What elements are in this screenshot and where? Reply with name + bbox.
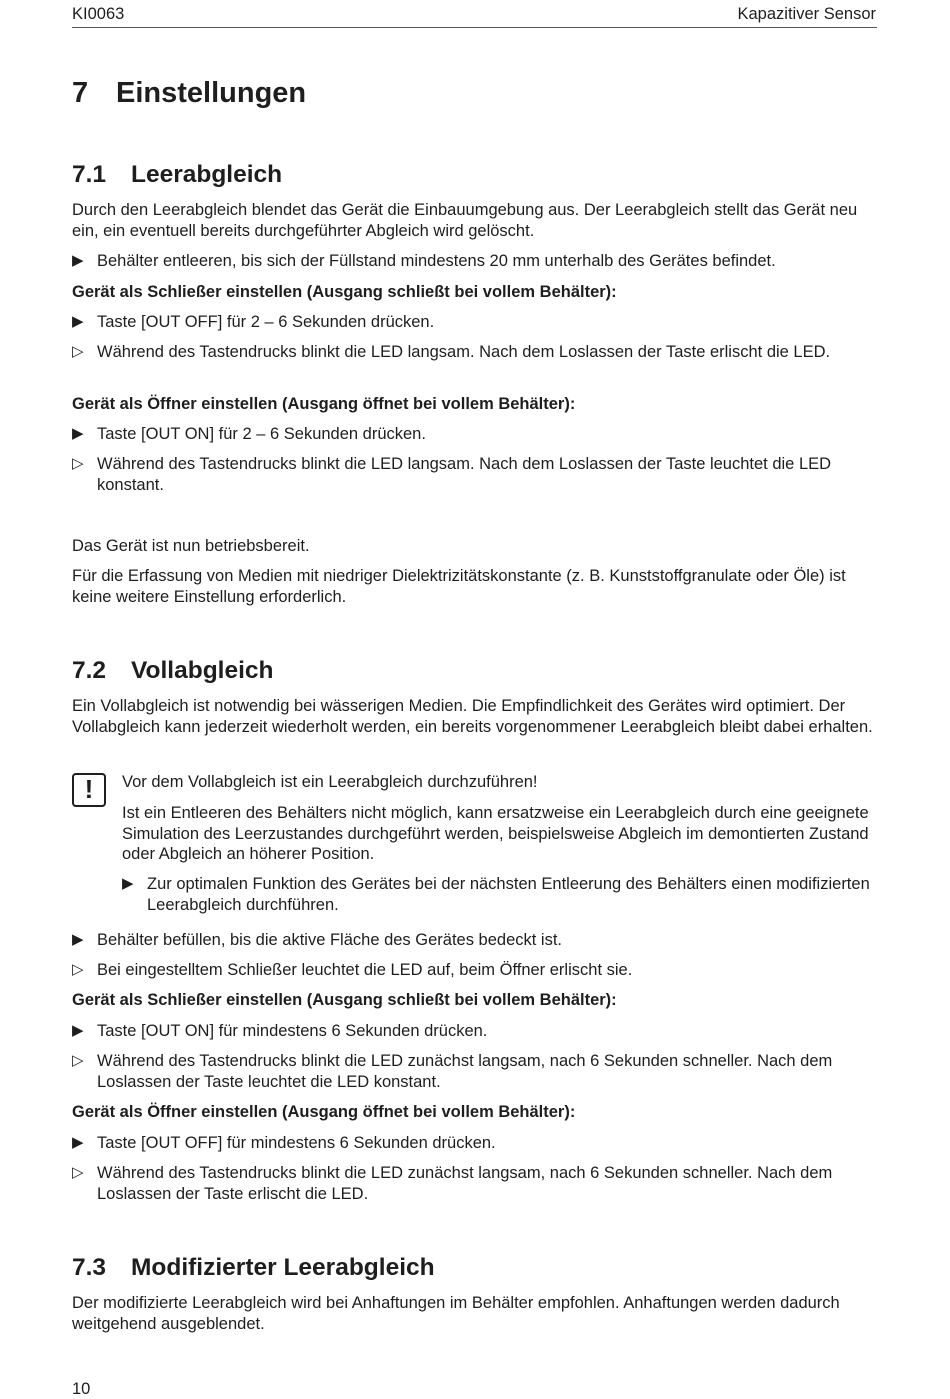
action-arrow-icon: ▶ bbox=[72, 425, 84, 442]
header-rule bbox=[72, 27, 877, 28]
action-arrow-icon: ▶ bbox=[72, 1022, 84, 1039]
action-step bbox=[72, 930, 877, 951]
section-title: Leerabgleich bbox=[131, 161, 283, 188]
action-arrow-icon: ▶ bbox=[72, 313, 84, 330]
notice-title: Vor dem Vollabgleich ist ein Leerabgleich durchzuführen! bbox=[122, 773, 538, 791]
chapter-number: 7 bbox=[72, 77, 89, 109]
result-step bbox=[72, 1051, 877, 1092]
result-step bbox=[72, 454, 877, 495]
section-title: Vollabgleich bbox=[131, 657, 274, 684]
notice-text: Ist ein Entleeren des Behälters nicht möglich, kann ersatzweise ein Leerabgleich durch eine geeignete Simulation des Leerzustandes durchgeführt werden, beispielsweise Abgleich im demontierten Zustand oder Abgleich an höherer Position. bbox=[122, 804, 869, 863]
paragraph: Durch den Leerabgleich blendet das Gerät die Einbauumgebung aus. Der Leerabgleich stellt das Gerät neu ein, ein eventuell bereits durchgeführter Abgleich wird gelöscht. bbox=[72, 201, 858, 240]
section-number: 7.2 bbox=[72, 657, 107, 684]
action-step bbox=[72, 1133, 877, 1154]
subheading: Gerät als Schließer einstellen (Ausgang schließt bei vollem Behälter): bbox=[72, 283, 617, 301]
section-heading-7-1 bbox=[72, 161, 877, 189]
subheading: Gerät als Schließer einstellen (Ausgang schließt bei vollem Behälter): bbox=[72, 991, 617, 1009]
section-number: 7.1 bbox=[72, 161, 107, 188]
section-number: 7.3 bbox=[72, 1254, 107, 1281]
paragraph: Der modifizierte Leerabgleich wird bei Anhaftungen im Behälter empfohlen. Anhaftungen werden dadurch weitgehend ausgeblendet. bbox=[72, 1294, 840, 1333]
result-step bbox=[72, 960, 877, 981]
document-id: KI0063 bbox=[72, 5, 125, 23]
step-text: Taste [OUT OFF] für mindestens 6 Sekunden drücken. bbox=[97, 1134, 496, 1152]
result-arrow-icon: ▷ bbox=[72, 1052, 84, 1069]
paragraph: Ein Vollabgleich ist notwendig bei wässerigen Medien. Die Empfindlichkeit des Gerätes wird optimiert. Der Vollabgleich kann jederzeit wiederholt werden, ein bereits vorgenommener Leerabgleich bleibt dabei erhalten. bbox=[72, 697, 873, 736]
section-heading-7-2 bbox=[72, 657, 877, 685]
result-arrow-icon: ▷ bbox=[72, 961, 84, 978]
subheading: Gerät als Öffner einstellen (Ausgang öffnet bei vollem Behälter): bbox=[72, 1103, 576, 1121]
step-text: Taste [OUT ON] für mindestens 6 Sekunden drücken. bbox=[97, 1022, 488, 1040]
result-arrow-icon: ▷ bbox=[72, 1164, 84, 1181]
result-arrow-icon: ▷ bbox=[72, 455, 84, 472]
action-step bbox=[72, 251, 877, 272]
action-step bbox=[72, 1021, 877, 1042]
page-number: 10 bbox=[72, 1380, 91, 1398]
subheading: Gerät als Öffner einstellen (Ausgang öffnet bei vollem Behälter): bbox=[72, 395, 576, 413]
chapter-title: Einstellungen bbox=[116, 77, 307, 109]
result-text: Während des Tastendrucks blinkt die LED zunächst langsam, nach 6 Sekunden schneller. Nach dem Loslassen der Taste erlischt die LED. bbox=[97, 1164, 833, 1203]
step-text: Taste [OUT ON] für 2 – 6 Sekunden drücken. bbox=[97, 425, 426, 443]
action-arrow-icon: ▶ bbox=[72, 252, 84, 269]
result-arrow-icon: ▷ bbox=[72, 343, 84, 360]
warning-icon: ! bbox=[72, 773, 106, 807]
result-step bbox=[72, 342, 877, 363]
chapter-heading bbox=[72, 77, 877, 110]
paragraph: Für die Erfassung von Medien mit niedriger Dielektrizitätskonstante (z. B. Kunststoffgranulate oder Öle) ist keine weitere Einstellung erforderlich. bbox=[72, 567, 846, 606]
result-text: Während des Tastendrucks blinkt die LED zunächst langsam, nach 6 Sekunden schneller. Nach dem Loslassen der Taste leuchtet die LED konstant. bbox=[97, 1052, 833, 1091]
action-step bbox=[122, 874, 877, 915]
action-step bbox=[72, 312, 877, 333]
step-text: Taste [OUT OFF] für 2 – 6 Sekunden drücken. bbox=[97, 313, 435, 331]
step-text: Zur optimalen Funktion des Gerätes bei der nächsten Entleerung des Behälters einen modifizierten Leerabgleich durchführen. bbox=[147, 875, 870, 914]
section-title: Modifizierter Leerabgleich bbox=[131, 1254, 435, 1281]
step-text: Behälter entleeren, bis sich der Füllstand mindestens 20 mm unterhalb des Gerätes befindet. bbox=[97, 252, 776, 270]
step-text: Behälter befüllen, bis die aktive Fläche des Gerätes bedeckt ist. bbox=[97, 931, 563, 949]
result-step bbox=[72, 1163, 877, 1204]
action-arrow-icon: ▶ bbox=[72, 1134, 84, 1151]
result-text: Bei eingestelltem Schließer leuchtet die LED auf, beim Öffner erlischt sie. bbox=[97, 961, 633, 979]
action-step bbox=[72, 424, 877, 445]
section-heading-7-3 bbox=[72, 1254, 877, 1282]
result-text: Während des Tastendrucks blinkt die LED langsam. Nach dem Loslassen der Taste leuchtet die LED konstant. bbox=[97, 455, 832, 494]
paragraph: Das Gerät ist nun betriebsbereit. bbox=[72, 537, 310, 555]
document-title: Kapazitiver Sensor bbox=[737, 5, 876, 23]
result-text: Während des Tastendrucks blinkt die LED langsam. Nach dem Loslassen der Taste erlischt die LED. bbox=[97, 343, 831, 361]
action-arrow-icon: ▶ bbox=[72, 931, 84, 948]
action-arrow-icon: ▶ bbox=[122, 875, 134, 892]
